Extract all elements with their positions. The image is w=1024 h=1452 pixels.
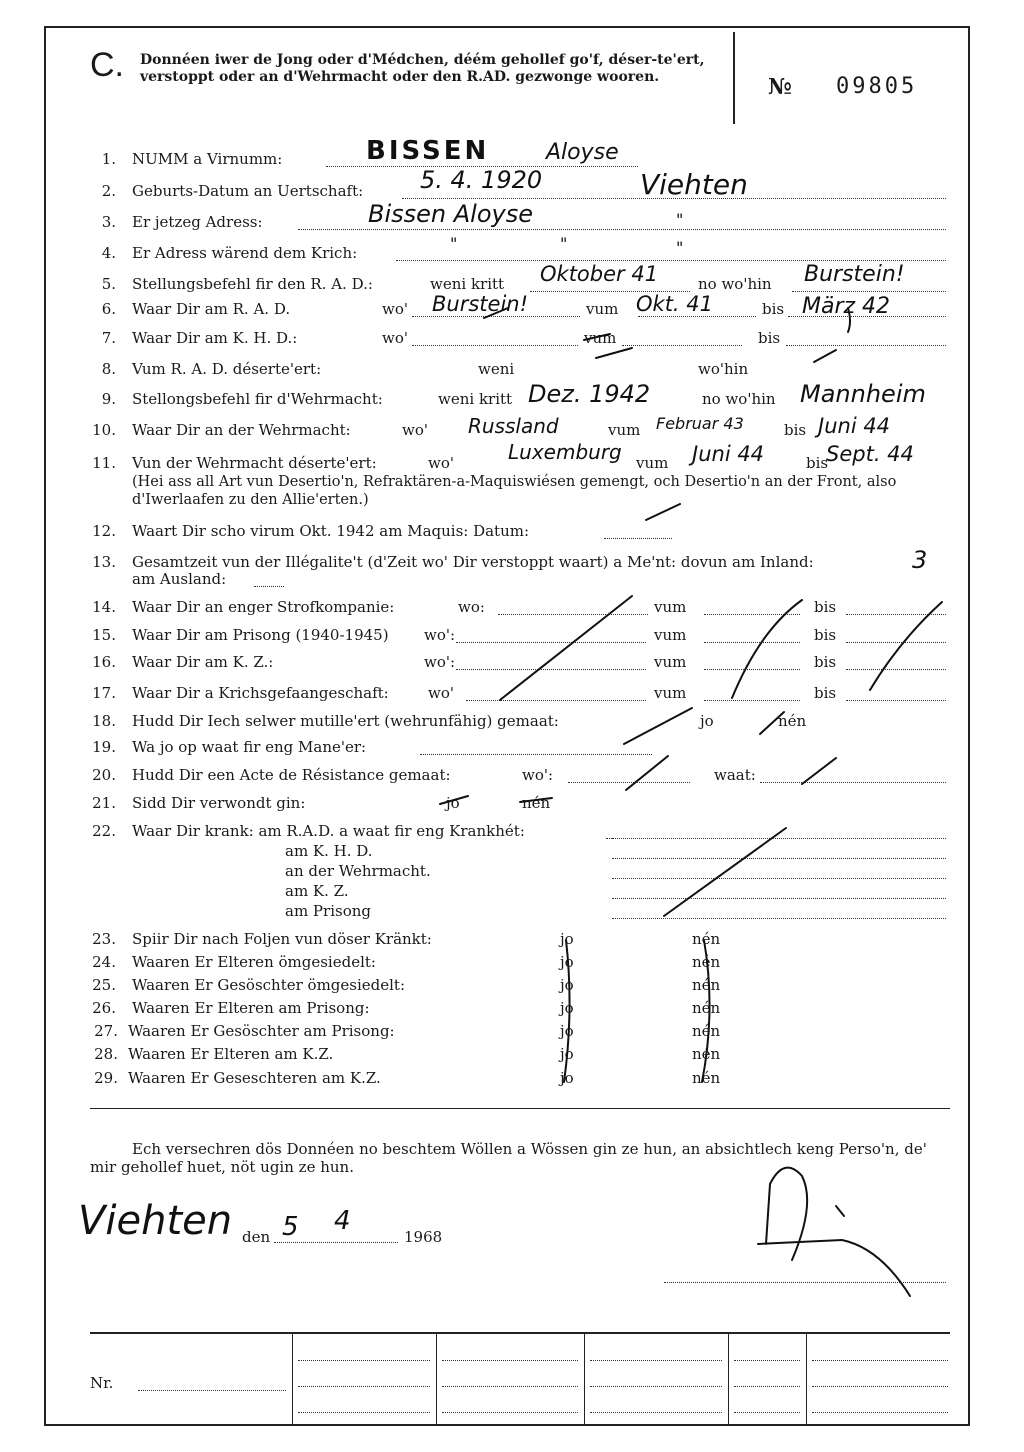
footer-cell-3-3[interactable] (590, 1412, 722, 1413)
strike-jo-column (564, 940, 570, 1082)
footer-col-1 (292, 1334, 293, 1426)
declaration-text: Ech versechren dös Donnéen no beschtem Wöllen a Wössen gin ze hun, an absichtlech keng Perso'n, de' mir gehollef huet, nöt ugin ze hun. (90, 1140, 927, 1176)
q6-label: Waar Dir am R. A. D. (132, 300, 291, 318)
q9-label: Stellongsbefehl fir d'Wehrmacht: (132, 390, 383, 408)
q4-label: Er Adress wärend dem Krich: (132, 244, 358, 262)
q12-label: Waart Dir scho virum Okt. 1942 am Maquis: Datum: (132, 522, 530, 540)
q22-number: 22. (92, 822, 116, 840)
q23-sub-b: nén (692, 930, 721, 948)
q8-sub-b: wo'hin (698, 360, 749, 378)
hw-des-to: Sept. 44 (826, 442, 914, 466)
footer-rule (90, 1332, 950, 1334)
hw-wm-from: Februar 43 (656, 414, 744, 433)
q25-sub-b: nén (692, 976, 721, 994)
hw-rad-where: Burstein! (432, 292, 529, 316)
q26-label: Waaren Er Elteren am Prisong: (132, 999, 370, 1017)
q17-number: 17. (92, 684, 116, 702)
q24-sub-b: nén (692, 953, 721, 971)
q21-sub-a: jo (446, 794, 460, 812)
q14-label: Waar Dir an enger Strofkompanie: (132, 598, 395, 616)
signature-line[interactable] (664, 1282, 946, 1283)
q20-sub-b: waat: (714, 766, 756, 784)
q27-label: Waaren Er Gesöschter am Prisong: (128, 1022, 395, 1040)
footer-cell-2-2[interactable] (442, 1386, 578, 1387)
signature (758, 1168, 910, 1296)
q10-sub-b: vum (608, 421, 641, 439)
q21-number: 21. (92, 794, 116, 812)
footer-cell-2-1[interactable] (298, 1386, 430, 1387)
section-rule (90, 1108, 950, 1109)
footer-cell-1-1[interactable] (298, 1360, 430, 1361)
hw-inland: 3 (912, 546, 928, 574)
q3-number: 3. (101, 213, 116, 231)
q29-sub-b: nén (692, 1069, 721, 1087)
q27-sub-b: nén (692, 1022, 721, 1040)
q27-sub-a: jo (560, 1022, 574, 1040)
hook-q7-bis (848, 308, 850, 332)
q17-sub-c: bis (814, 684, 837, 702)
slash-q14-17-wo (500, 596, 632, 700)
hw-wm-order-when: Dez. 1942 (528, 380, 651, 408)
hw-birth-date: 5. 4. 1920 (420, 166, 543, 194)
q17-sub-b: vum (654, 684, 687, 702)
q20-label: Hudd Dir een Acte de Résistance gemaat: (132, 766, 451, 784)
hw-rad-to: März 42 (802, 294, 891, 319)
q13-abroad-label: am Ausland: (132, 570, 227, 588)
q1-label: NUMM a Virnumm: (132, 150, 283, 168)
q10-number: 10. (92, 421, 116, 439)
q15-label: Waar Dir am Prisong (1940-1945) (132, 626, 389, 644)
slash-q20-waat (802, 758, 836, 784)
q28-number: 28. (94, 1045, 118, 1063)
hw-surname: BISSEN (366, 136, 490, 166)
hw-ditto-b: " (450, 234, 458, 253)
footer-cell-2-3[interactable] (590, 1386, 722, 1387)
q2-number: 2. (101, 182, 116, 200)
q27-number: 27. (94, 1022, 118, 1040)
footer-cell-1-2[interactable] (442, 1360, 578, 1361)
q29-sub-a: jo (560, 1069, 574, 1087)
dash-q7-wo (484, 308, 508, 318)
hw-des-where: Luxemburg (508, 440, 622, 464)
footer-cell-1-4[interactable] (734, 1360, 800, 1361)
dash-q8-wohin (814, 350, 836, 362)
q14-sub-b: vum (654, 598, 687, 616)
q7-sub-c: bis (758, 329, 781, 347)
q28-sub-a: jo (560, 1045, 574, 1063)
q1-number: 1. (101, 150, 116, 168)
q21-sub-b: nén (522, 794, 551, 812)
q17-label: Waar Dir a Krichsgefaangeschaft: (132, 684, 389, 702)
hw-month: 4 (334, 1206, 351, 1236)
q14-number: 14. (92, 598, 116, 616)
q6-number: 6. (101, 300, 116, 318)
q7-sub-b: vum (584, 329, 617, 347)
q11-sub-a: wo' (428, 454, 454, 472)
q28-label: Waaren Er Elteren am K.Z. (128, 1045, 334, 1063)
q22-sub-wehrmacht: an der Wehrmacht. (285, 862, 431, 880)
form-number: 09805 (836, 74, 918, 99)
footer-col-2 (436, 1334, 437, 1426)
dash-q7-vum (584, 334, 610, 340)
footer-cell-1-3[interactable] (590, 1360, 722, 1361)
q16-sub-a: wo': (424, 653, 456, 671)
q29-number: 29. (94, 1069, 118, 1087)
q11-sub-c: bis (806, 454, 829, 472)
strike-q21-nen (520, 798, 552, 802)
footer-cell-1-5[interactable] (812, 1360, 948, 1361)
hw-ditto-d: " (676, 238, 684, 257)
q25-label: Waaren Er Gesöschter ömgesiedelt: (132, 976, 406, 994)
q28-sub-b: nén (692, 1045, 721, 1063)
hw-wm-to: Juni 44 (818, 414, 891, 438)
q25-sub-a: jo (560, 976, 574, 994)
q18-number: 18. (92, 712, 116, 730)
q15-sub-c: bis (814, 626, 837, 644)
hw-ditto-a: " (676, 210, 684, 229)
q14-sub-c: bis (814, 598, 837, 616)
q23-sub-a: jo (560, 930, 574, 948)
q5-number: 5. (101, 275, 116, 293)
q19-number: 19. (92, 738, 116, 756)
q4-number: 4. (101, 244, 116, 262)
hw-rad-order-when: Oktober 41 (540, 262, 659, 286)
q7-number: 7. (101, 329, 116, 347)
q14-sub-a: wo: (458, 598, 485, 616)
q22-sub-kz: am K. Z. (285, 882, 349, 900)
date-den-label: den (242, 1228, 271, 1246)
q24-label: Waaren Er Elteren ömgesiedelt: (132, 953, 376, 971)
strike-nen-column (702, 940, 710, 1082)
q10-sub-a: wo' (402, 421, 428, 439)
footer-cell-3-4[interactable] (734, 1412, 800, 1413)
q3-label: Er jetzeg Adress: (132, 213, 263, 231)
q6-sub-b: vum (586, 300, 619, 318)
slash-q14-17-bis (870, 602, 942, 690)
footer-cell-2-4[interactable] (734, 1386, 800, 1387)
number-label: № (768, 74, 792, 100)
q24-sub-a: jo (560, 953, 574, 971)
q20-number: 20. (92, 766, 116, 784)
slash-q18-nen (760, 712, 784, 734)
q17-sub-a: wo' (428, 684, 454, 702)
q21-label: Sidd Dir verwondt gin: (132, 794, 306, 812)
hw-ditto-c: " (560, 234, 568, 253)
q11-sub-b: vum (636, 454, 669, 472)
q18-label: Hudd Dir Iech selwer mutille'ert (wehrunfähig) gemaat: (132, 712, 559, 730)
q6-sub-c: bis (762, 300, 785, 318)
slash-q22 (664, 828, 786, 916)
date-year: 1968 (404, 1228, 443, 1246)
q8-sub-a: weni (478, 360, 515, 378)
q2-label: Geburts-Datum an Uertschaft: (132, 182, 364, 200)
q22-label: Waar Dir krank: am R.A.D. a waat fir eng Krankhét: (132, 822, 525, 840)
q11-number: 11. (92, 454, 116, 472)
q26-sub-a: jo (560, 999, 574, 1017)
hw-firstname: Aloyse (546, 140, 619, 165)
hw-wm-order-where: Mannheim (800, 380, 926, 408)
q25-number: 25. (92, 976, 116, 994)
q5-sub-b: no wo'hin (698, 275, 772, 293)
footer-col-4 (728, 1334, 729, 1426)
q11-note: (Hei ass all Art vun Desertio'n, Refraktären-a-Maquiswiésen gemengt, och Desertio'n an der Front, also d'Iwerlaafen zu den Allie'erten.) (132, 474, 897, 508)
q7-label: Waar Dir am K. H. D.: (132, 329, 298, 347)
form-title: Donnéen iwer de Jong oder d'Médchen, déém gehollef go'f, déser-te'ert, verstoppt oder an d'Wehrmacht oder den R.AD. gezwonge wooren. (140, 52, 705, 85)
q7-sub-a: wo' (382, 329, 408, 347)
hw-wm-where: Russland (468, 414, 559, 438)
slash-q18-jo (624, 708, 692, 744)
hw-birth-place: Viehten (640, 168, 748, 201)
hw-rad-from: Okt. 41 (636, 292, 713, 316)
q19-label: Wa jo op waat fir eng Mane'er: (132, 738, 367, 756)
footer-cell-2-5[interactable] (812, 1386, 948, 1387)
q5-sub-a: weni kritt (430, 275, 505, 293)
q22-sub-prisong: am Prisong (285, 902, 371, 920)
q24-number: 24. (92, 953, 116, 971)
q12-number: 12. (92, 522, 116, 540)
q20-sub-a: wo': (522, 766, 554, 784)
q29-label: Waaren Er Geseschteren am K.Z. (128, 1069, 381, 1087)
footer-cell-3-2[interactable] (442, 1412, 578, 1413)
footer-col-3 (584, 1334, 585, 1426)
q10-sub-c: bis (784, 421, 807, 439)
q8-number: 8. (101, 360, 116, 378)
q10-label: Waar Dir an der Wehrmacht: (132, 421, 351, 439)
q16-sub-c: bis (814, 653, 837, 671)
q22-sub-khd: am K. H. D. (285, 842, 373, 860)
slash-q20-wo (626, 756, 668, 790)
q15-number: 15. (92, 626, 116, 644)
dash-q8-weni (596, 348, 632, 358)
dash-q12 (646, 504, 680, 520)
hw-sign-place: Viehten (78, 1198, 233, 1244)
q16-label: Waar Dir am K. Z.: (132, 653, 274, 671)
section-letter: C. (90, 46, 124, 84)
q16-number: 16. (92, 653, 116, 671)
q26-sub-b: nén (692, 999, 721, 1017)
q11-label: Vun der Wehrmacht déserte'ert: (132, 454, 377, 472)
q9-sub-b: no wo'hin (702, 390, 776, 408)
hw-des-from: Juni 44 (692, 442, 765, 466)
q9-sub-a: weni kritt (438, 390, 513, 408)
footer-nr-field[interactable] (138, 1390, 286, 1391)
hw-address: Bissen Aloyse (368, 200, 533, 228)
q13-number: 13. (92, 553, 116, 571)
q23-label: Spiir Dir nach Foljen vun döser Kränkt: (132, 930, 432, 948)
q6-sub-a: wo' (382, 300, 408, 318)
slash-q14-17-vum (732, 600, 802, 698)
footer-cell-3-1[interactable] (298, 1412, 430, 1413)
q9-number: 9. (101, 390, 116, 408)
q15-sub-b: vum (654, 626, 687, 644)
q18-sub-b: nén (778, 712, 807, 730)
hw-rad-order-where: Burstein! (804, 262, 905, 287)
q18-sub-a: jo (700, 712, 714, 730)
footer-nr-label: Nr. (90, 1374, 114, 1392)
footer-col-5 (806, 1334, 807, 1426)
q5-label: Stellungsbefehl fir den R. A. D.: (132, 275, 373, 293)
strike-q21-jo (440, 796, 468, 804)
q13-label: Gesamtzeit vun der Illégalite't (d'Zeit wo' Dir verstoppt waart) a Me'nt: dovun am Inland: (132, 553, 814, 571)
date-field[interactable] (274, 1242, 398, 1243)
q23-number: 23. (92, 930, 116, 948)
hw-day: 5 (282, 1212, 299, 1242)
q15-sub-a: wo': (424, 626, 456, 644)
q8-label: Vum R. A. D. déserte'ert: (132, 360, 322, 378)
q16-sub-b: vum (654, 653, 687, 671)
footer-cell-3-5[interactable] (812, 1412, 948, 1413)
q26-number: 26. (92, 999, 116, 1017)
